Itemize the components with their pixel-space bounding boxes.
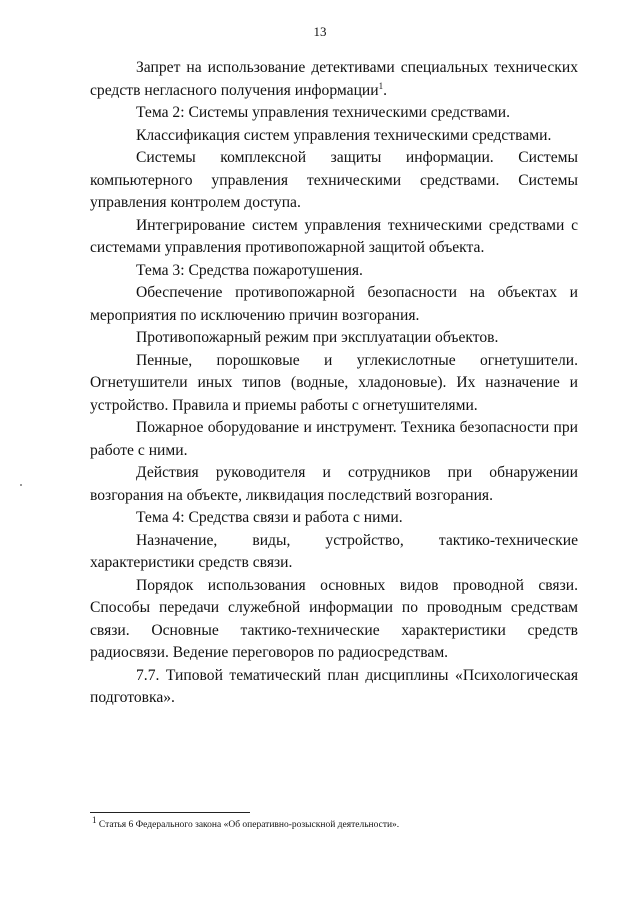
page-number: 13 — [313, 24, 327, 39]
paragraph-tail: . — [383, 81, 388, 99]
paragraph: Назначение, виды, устройство, тактико-технические характеристики средств связи. — [90, 531, 578, 571]
topic-heading: Тема 4: Средства связи и работа с ними. — [136, 509, 403, 526]
paragraph: Интегрирование систем управления техническими средствами с системами управления противопожарной защитой объекта. — [90, 216, 578, 256]
scan-speck — [20, 484, 22, 486]
document-body — [90, 57, 578, 710]
section-heading: 7.7. Типовой тематический план дисциплины «Психологическая подготовка». — [90, 666, 578, 706]
footnote-divider — [90, 812, 250, 813]
topic-heading: Тема 3: Средства пожаротушения. — [136, 261, 363, 279]
footnote-marker: 1 — [92, 814, 97, 825]
topic-heading: Тема 2: Системы управления техническими средствами. — [136, 104, 511, 121]
paragraph — [90, 57, 578, 102]
paragraph: Системы комплексной защиты информации. Системы компьютерного управления техническими средствами. Системы управления контролем доступа. — [90, 149, 578, 211]
paragraph-text: Запрет на использование детективами специальных технических средств негласного получения информации — [90, 59, 578, 99]
paragraph: Противопожарный режим при эксплуатации объектов. — [136, 329, 499, 346]
paragraph: Пенные, порошковые и углекислотные огнетушители. Огнетушители иных типов (водные, хладоновые). Их назначение и устройство. Правила и приемы работы с огнетушителями. — [90, 351, 578, 414]
footnote-text: Статья 6 Федерального закона «Об оперативно-розыскной деятельности». — [96, 820, 400, 830]
footnote-reference: 1 — [378, 80, 384, 91]
paragraph: Действия руководителя и сотрудников при обнаружении возгорания на объекте, ликвидация последствий возгорания. — [90, 464, 578, 504]
paragraph: Пожарное оборудование и инструмент. Техника безопасности при работе с ними. — [90, 419, 578, 459]
paragraph: Обеспечение противопожарной безопасности на объектах и мероприятия по исключению причин возгорания. — [90, 284, 578, 324]
paragraph: Классификация систем управления техническими средствами. — [136, 126, 552, 144]
paragraph: Порядок использования основных видов проводной связи. Способы передачи служебной информации по проводным средствам связи. Основные тактико-технические характеристики средств радиосвязи. Ведение переговоров по радиосредствам. — [90, 576, 578, 661]
footnote — [92, 814, 578, 831]
